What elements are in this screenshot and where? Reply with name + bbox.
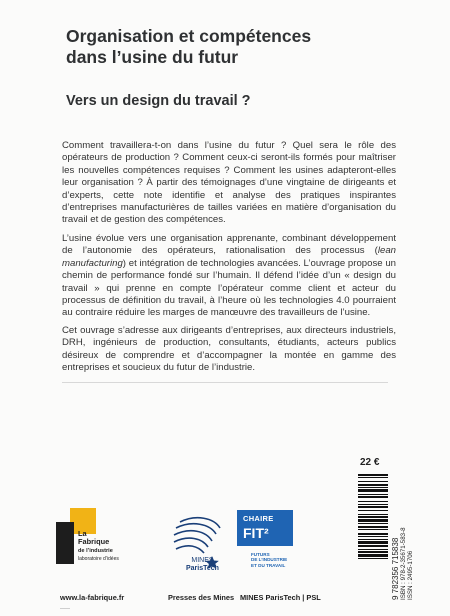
page-mark (60, 608, 70, 609)
title-line-2: dans l’usine du futur (66, 47, 239, 67)
website-url: www.la-fabrique.fr (60, 593, 125, 602)
mines-line-1: MINES (191, 557, 214, 564)
mines-paristech-wordmark (186, 557, 219, 573)
mines-line-2: ParisTech (186, 565, 219, 572)
fit-subtitle (251, 552, 301, 568)
presses-des-mines-caption: Presses des Mines (168, 593, 235, 602)
title-line-1: Organisation et compétences (66, 26, 312, 46)
mines-psl-caption: MINES ParisTech | PSL (240, 593, 321, 602)
la-fabrique-line-2: Fabrique (78, 537, 110, 546)
isbn-barcode (356, 472, 390, 600)
la-fabrique-line-3: de l’industrie (78, 548, 113, 554)
paragraph-2-part-1: L’usine évolue vers une organisation apprenante, combinant développement de l’autonomie des opérateurs, rationalisation des processus ( (62, 233, 396, 257)
description-paragraph-1: Comment travaillera-t-on dans l’usine du futur ? Quel sera le rôle des opérateurs de production ? Comment ceux-ci seront-ils formés pour maîtriser les nouvelles compétences requises ? Comment les usines adapteront-elles leur organisation ? À partir des témoignages d’une vingtaine de dirigeants et d’experts, cette note identifie et analyse des pratiques inspirantes d’entreprises manufacturières de tailles variées en matière d’organisation du travail et de gestion des compétences. (62, 140, 396, 226)
price-label: 22 € (360, 457, 380, 468)
paragraph-2-part-2: ) et intégration de technologies avancées. L’ouvrage propose un chemin de performance fondé sur l’humain. Il défend l’idée d’un « design du travail » qui prenne en compte l’opérateur comme client et acteur du processus de définition du travail, à l’heure où les technologies 4.0 pourraient au contraire réduire les marges de manœuvre des travailleurs de l’usine. (62, 257, 396, 319)
paragraph-2-italic: lean manufacturing (62, 245, 396, 269)
chaire-fit-logo (237, 510, 301, 576)
separator-line (62, 382, 388, 383)
book-title (66, 26, 396, 68)
description-paragraph-3: Cet ouvrage s’adresse aux dirigeants d’entreprises, aux directeurs industriels, DRH, ingénieurs de production, consultants, étudiants, acteurs publics désireux de comprendre et d’accompagner la montée en gamme des entreprises et soucieux du futur de l’industrie. (62, 325, 396, 374)
issn-number: ISSN : 2495-1706 (407, 550, 414, 600)
la-fabrique-wordmark (78, 530, 128, 563)
fit-sub-1: FUTURS (251, 552, 270, 557)
isbn-text (392, 527, 414, 600)
la-fabrique-line-1: La (78, 529, 87, 538)
isbn-digits: 9 782356 715838 (391, 537, 400, 600)
la-fabrique-logo (56, 508, 120, 588)
chaire-fit-box (237, 510, 293, 546)
isbn-number: ISBN : 978-2-35671-583-8 (400, 527, 407, 600)
logo-cube-side-icon (56, 522, 74, 564)
fit-sub-2: DE L’INDUSTRIE (251, 557, 288, 563)
fit-label: FIT² (243, 525, 269, 541)
description-paragraph-2 (62, 233, 396, 320)
chaire-label: CHAIRE (243, 514, 274, 523)
fit-sub-3: ET DU TRAVAIL (251, 562, 286, 568)
la-fabrique-tagline: laboratoire d’idées (78, 556, 119, 562)
book-subtitle: Vers un design du travail ? (66, 93, 251, 109)
